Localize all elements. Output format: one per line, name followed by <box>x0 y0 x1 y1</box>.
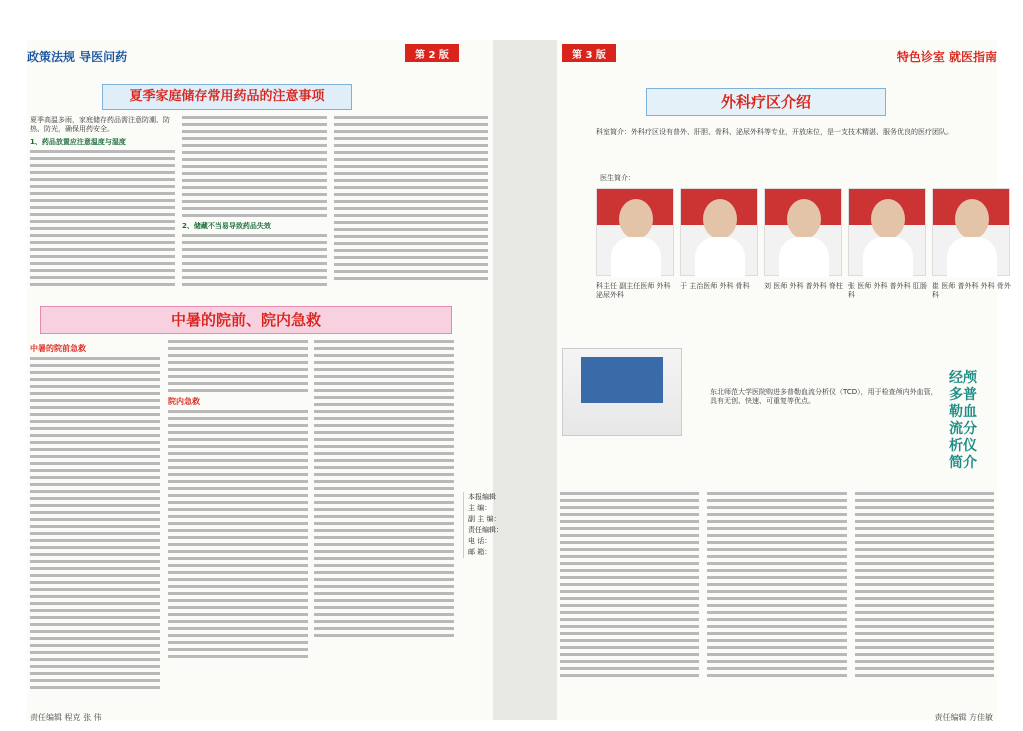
article2-col3 <box>314 340 454 710</box>
doctor-caption-5: 崔 医师 普外科 外科 骨外科 <box>932 282 1011 299</box>
contact-row: 邮 箱： <box>468 548 492 556</box>
right-edition: 第 3 版 <box>562 44 616 62</box>
contact-row: 本报编辑 <box>468 493 496 501</box>
right-intro-text: 科室简介：外科疗区设有普外、肝胆、骨科、泌尿外科等专业，开放床位，是一支技术精湛、服务优良的医疗团队。 <box>596 128 953 136</box>
contact-row: 副 主 编： <box>468 515 501 523</box>
right-bottom-col-3 <box>855 492 994 681</box>
doctor-photo-1 <box>596 188 674 276</box>
doctor-photo-3 <box>764 188 842 276</box>
article1-col1 <box>30 116 175 306</box>
article2-col1 <box>30 340 160 710</box>
right-masthead: 特色诊室 就医指南 <box>896 50 997 64</box>
article1-col3 <box>334 116 488 306</box>
doctors-label: 医生简介： <box>600 174 635 182</box>
doctor-photo-5 <box>932 188 1010 276</box>
article2-section-2: 院内急救 <box>168 397 200 406</box>
device-text-block <box>710 388 940 460</box>
right-bottom-columns <box>560 492 994 710</box>
article2-title: 中暑的院前、院内急救 <box>40 306 452 334</box>
doctor-caption-1: 科主任 副主任医师 外科 泌尿外科 <box>596 282 671 299</box>
article2-col2 <box>168 340 308 710</box>
article1-lead: 夏季高温多雨，家庭储存药品需注意防潮、防热、防光，确保用药安全。 <box>30 116 170 133</box>
device-text: 东北师范大学医院购进多普勒血流分析仪（TCD），用于检查颅内外血管，具有无创、快速、可重复等优点。 <box>710 388 938 405</box>
contact-row: 主 编： <box>468 504 492 512</box>
left-masthead: 政策法规 导医问药 <box>27 50 128 64</box>
left-footer: 责任编辑 程克 张 伟 <box>30 713 102 722</box>
doctor-caption-3: 刘 医师 外科 普外科 脊柱 <box>764 282 843 290</box>
doctor-photo-4 <box>848 188 926 276</box>
device-title: 经颅多普勒血流分析仪简介 <box>949 370 977 471</box>
article1-title: 夏季家庭储存常用药品的注意事项 <box>102 84 352 110</box>
right-intro <box>596 128 996 164</box>
article2-section-1: 中暑的院前急救 <box>30 344 86 353</box>
contact-box <box>463 492 539 558</box>
right-bottom-col-1 <box>560 492 699 681</box>
doctor-photo-2 <box>680 188 758 276</box>
right-bottom-col-2 <box>707 492 846 681</box>
left-edition: 第 2 版 <box>405 44 459 62</box>
doctor-caption-2: 于 主治医师 外科 骨科 <box>680 282 750 290</box>
page-gutter <box>493 40 557 720</box>
article1-subhead-1: 1、药品放置应注意温度与湿度 <box>30 138 126 146</box>
contact-row: 责任编辑： <box>468 526 503 534</box>
article1-subhead-2: 2、储藏不当易导致药品失效 <box>182 222 271 230</box>
doctor-caption-4: 张 医师 外科 普外科 肛肠科 <box>848 282 927 299</box>
right-footer: 责任编辑 方佳敏 <box>934 713 993 722</box>
contact-row: 电 话： <box>468 537 492 545</box>
article1-col2 <box>182 116 327 306</box>
right-article-title: 外科疗区介绍 <box>646 88 886 116</box>
tcd-device-image <box>562 348 682 436</box>
